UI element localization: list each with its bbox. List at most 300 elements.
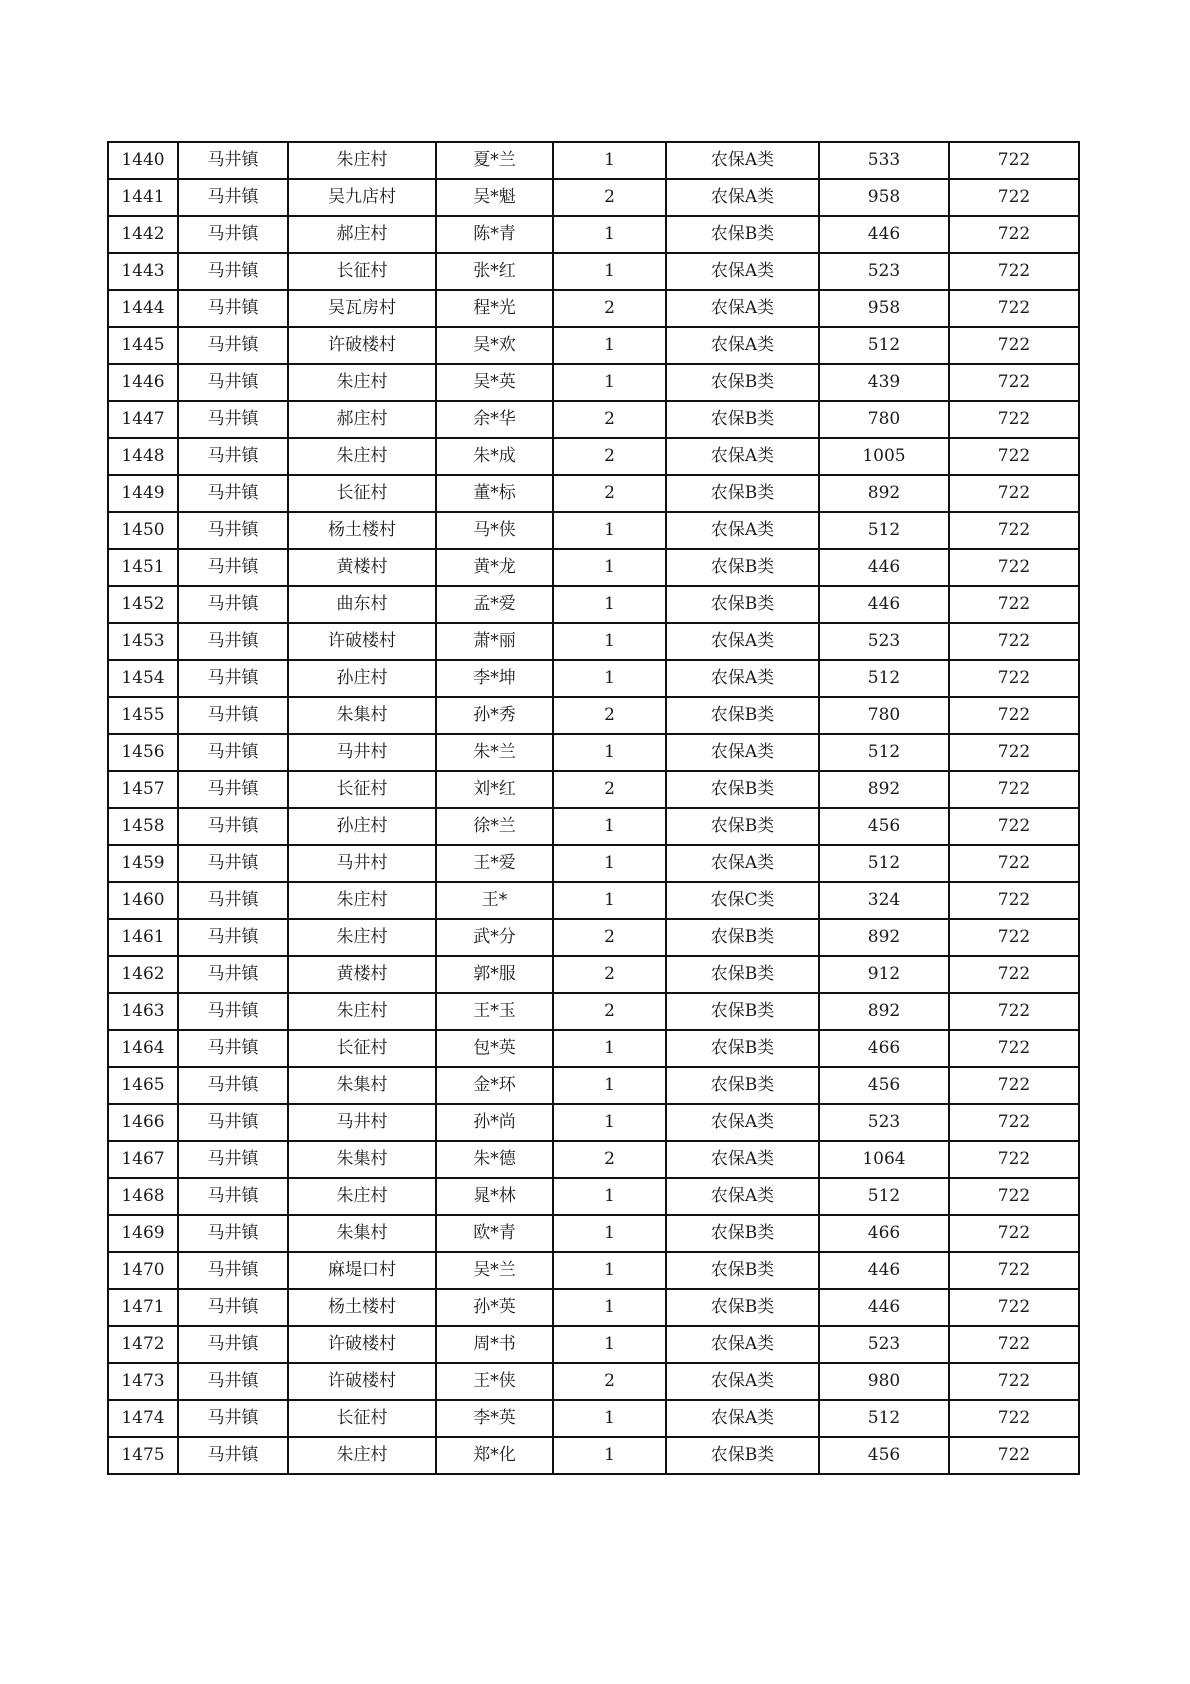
village-cell: 长征村 — [288, 253, 436, 290]
name-cell: 董*标 — [436, 475, 553, 512]
household-size-cell: 1 — [553, 845, 666, 882]
name-cell: 王*爱 — [436, 845, 553, 882]
village-cell: 吴瓦房村 — [288, 290, 436, 327]
amount-cell: 466 — [819, 1215, 949, 1252]
village-cell: 马井村 — [288, 845, 436, 882]
township-cell: 马井镇 — [178, 179, 288, 216]
table-row — [108, 216, 1079, 253]
serial-number-cell: 1470 — [108, 1252, 178, 1289]
name-cell: 吴*英 — [436, 364, 553, 401]
amount-cell: 446 — [819, 216, 949, 253]
serial-number-cell: 1458 — [108, 808, 178, 845]
amount-cell: 439 — [819, 364, 949, 401]
name-cell: 吴*魁 — [436, 179, 553, 216]
name-cell: 张*红 — [436, 253, 553, 290]
standard-cell: 722 — [949, 179, 1079, 216]
insurance-category-cell: 农保A类 — [666, 1141, 819, 1178]
standard-cell: 722 — [949, 290, 1079, 327]
household-size-cell: 1 — [553, 623, 666, 660]
serial-number-cell: 1459 — [108, 845, 178, 882]
table-row — [108, 993, 1079, 1030]
township-cell: 马井镇 — [178, 512, 288, 549]
serial-number-cell: 1440 — [108, 142, 178, 179]
table-row — [108, 660, 1079, 697]
table-row — [108, 1215, 1079, 1252]
table-row — [108, 1104, 1079, 1141]
insurance-category-cell: 农保B类 — [666, 1437, 819, 1474]
name-cell: 马*侠 — [436, 512, 553, 549]
insurance-category-cell: 农保A类 — [666, 438, 819, 475]
table-row — [108, 1141, 1079, 1178]
serial-number-cell: 1474 — [108, 1400, 178, 1437]
standard-cell: 722 — [949, 1030, 1079, 1067]
household-size-cell: 2 — [553, 1141, 666, 1178]
serial-number-cell: 1450 — [108, 512, 178, 549]
name-cell: 王*侠 — [436, 1363, 553, 1400]
standard-cell: 722 — [949, 1437, 1079, 1474]
name-cell: 徐*兰 — [436, 808, 553, 845]
standard-cell: 722 — [949, 845, 1079, 882]
household-size-cell: 1 — [553, 660, 666, 697]
serial-number-cell: 1448 — [108, 438, 178, 475]
table-row — [108, 1326, 1079, 1363]
amount-cell: 533 — [819, 142, 949, 179]
household-size-cell: 2 — [553, 771, 666, 808]
table-row — [108, 401, 1079, 438]
insurance-category-cell: 农保A类 — [666, 179, 819, 216]
amount-cell: 892 — [819, 993, 949, 1030]
village-cell: 吴九店村 — [288, 179, 436, 216]
village-cell: 长征村 — [288, 771, 436, 808]
insurance-category-cell: 农保A类 — [666, 1104, 819, 1141]
table-row — [108, 438, 1079, 475]
serial-number-cell: 1460 — [108, 882, 178, 919]
amount-cell: 512 — [819, 1400, 949, 1437]
township-cell: 马井镇 — [178, 142, 288, 179]
household-size-cell: 1 — [553, 1030, 666, 1067]
name-cell: 黄*龙 — [436, 549, 553, 586]
household-size-cell: 1 — [553, 1067, 666, 1104]
household-size-cell: 1 — [553, 1400, 666, 1437]
household-size-cell: 1 — [553, 1289, 666, 1326]
serial-number-cell: 1447 — [108, 401, 178, 438]
table-row — [108, 1437, 1079, 1474]
amount-cell: 980 — [819, 1363, 949, 1400]
name-cell: 王* — [436, 882, 553, 919]
township-cell: 马井镇 — [178, 1030, 288, 1067]
standard-cell: 722 — [949, 253, 1079, 290]
village-cell: 朱庄村 — [288, 882, 436, 919]
standard-cell: 722 — [949, 771, 1079, 808]
standard-cell: 722 — [949, 1178, 1079, 1215]
name-cell: 余*华 — [436, 401, 553, 438]
table-row — [108, 697, 1079, 734]
beneficiary-table — [107, 141, 1080, 1475]
household-size-cell: 1 — [553, 216, 666, 253]
serial-number-cell: 1454 — [108, 660, 178, 697]
insurance-category-cell: 农保A类 — [666, 1400, 819, 1437]
amount-cell: 446 — [819, 586, 949, 623]
village-cell: 黄楼村 — [288, 549, 436, 586]
serial-number-cell: 1464 — [108, 1030, 178, 1067]
serial-number-cell: 1446 — [108, 364, 178, 401]
township-cell: 马井镇 — [178, 1326, 288, 1363]
standard-cell: 722 — [949, 549, 1079, 586]
insurance-category-cell: 农保A类 — [666, 845, 819, 882]
amount-cell: 446 — [819, 549, 949, 586]
village-cell: 朱庄村 — [288, 1178, 436, 1215]
amount-cell: 780 — [819, 401, 949, 438]
table-row — [108, 290, 1079, 327]
township-cell: 马井镇 — [178, 771, 288, 808]
table-row — [108, 1067, 1079, 1104]
table-row — [108, 1289, 1079, 1326]
household-size-cell: 2 — [553, 919, 666, 956]
standard-cell: 722 — [949, 1252, 1079, 1289]
serial-number-cell: 1445 — [108, 327, 178, 364]
township-cell: 马井镇 — [178, 327, 288, 364]
household-size-cell: 1 — [553, 253, 666, 290]
table-row — [108, 734, 1079, 771]
township-cell: 马井镇 — [178, 882, 288, 919]
standard-cell: 722 — [949, 327, 1079, 364]
village-cell: 郝庄村 — [288, 401, 436, 438]
household-size-cell: 1 — [553, 142, 666, 179]
insurance-category-cell: 农保B类 — [666, 956, 819, 993]
amount-cell: 512 — [819, 512, 949, 549]
standard-cell: 722 — [949, 808, 1079, 845]
table-row — [108, 586, 1079, 623]
name-cell: 刘*红 — [436, 771, 553, 808]
standard-cell: 722 — [949, 623, 1079, 660]
insurance-category-cell: 农保B类 — [666, 697, 819, 734]
amount-cell: 466 — [819, 1030, 949, 1067]
table-row — [108, 1178, 1079, 1215]
amount-cell: 512 — [819, 845, 949, 882]
amount-cell: 780 — [819, 697, 949, 734]
table-row — [108, 882, 1079, 919]
township-cell: 马井镇 — [178, 1215, 288, 1252]
name-cell: 郑*化 — [436, 1437, 553, 1474]
table-row — [108, 845, 1079, 882]
table-row — [108, 253, 1079, 290]
name-cell: 吴*欢 — [436, 327, 553, 364]
household-size-cell: 1 — [553, 1326, 666, 1363]
household-size-cell: 1 — [553, 808, 666, 845]
insurance-category-cell: 农保A类 — [666, 1326, 819, 1363]
household-size-cell: 2 — [553, 179, 666, 216]
serial-number-cell: 1449 — [108, 475, 178, 512]
amount-cell: 456 — [819, 1067, 949, 1104]
table-row — [108, 956, 1079, 993]
village-cell: 孙庄村 — [288, 660, 436, 697]
household-size-cell: 2 — [553, 993, 666, 1030]
table-row — [108, 142, 1079, 179]
table-row — [108, 771, 1079, 808]
village-cell: 许破楼村 — [288, 623, 436, 660]
township-cell: 马井镇 — [178, 290, 288, 327]
serial-number-cell: 1465 — [108, 1067, 178, 1104]
table-row — [108, 919, 1079, 956]
standard-cell: 722 — [949, 475, 1079, 512]
name-cell: 李*英 — [436, 1400, 553, 1437]
amount-cell: 912 — [819, 956, 949, 993]
township-cell: 马井镇 — [178, 401, 288, 438]
standard-cell: 722 — [949, 1067, 1079, 1104]
amount-cell: 892 — [819, 919, 949, 956]
standard-cell: 722 — [949, 660, 1079, 697]
insurance-category-cell: 农保A类 — [666, 327, 819, 364]
household-size-cell: 2 — [553, 290, 666, 327]
household-size-cell: 2 — [553, 475, 666, 512]
township-cell: 马井镇 — [178, 1178, 288, 1215]
name-cell: 朱*成 — [436, 438, 553, 475]
insurance-category-cell: 农保B类 — [666, 401, 819, 438]
township-cell: 马井镇 — [178, 364, 288, 401]
insurance-category-cell: 农保B类 — [666, 993, 819, 1030]
standard-cell: 722 — [949, 216, 1079, 253]
insurance-category-cell: 农保B类 — [666, 549, 819, 586]
insurance-category-cell: 农保A类 — [666, 290, 819, 327]
insurance-category-cell: 农保A类 — [666, 623, 819, 660]
village-cell: 曲东村 — [288, 586, 436, 623]
amount-cell: 892 — [819, 475, 949, 512]
amount-cell: 456 — [819, 808, 949, 845]
serial-number-cell: 1451 — [108, 549, 178, 586]
serial-number-cell: 1453 — [108, 623, 178, 660]
name-cell: 包*英 — [436, 1030, 553, 1067]
standard-cell: 722 — [949, 142, 1079, 179]
township-cell: 马井镇 — [178, 216, 288, 253]
insurance-category-cell: 农保A类 — [666, 1178, 819, 1215]
township-cell: 马井镇 — [178, 697, 288, 734]
table-row — [108, 1030, 1079, 1067]
table-row — [108, 512, 1079, 549]
household-size-cell: 2 — [553, 697, 666, 734]
amount-cell: 456 — [819, 1437, 949, 1474]
insurance-category-cell: 农保B类 — [666, 919, 819, 956]
name-cell: 孟*爱 — [436, 586, 553, 623]
table-row — [108, 364, 1079, 401]
serial-number-cell: 1473 — [108, 1363, 178, 1400]
table-row — [108, 808, 1079, 845]
amount-cell: 324 — [819, 882, 949, 919]
township-cell: 马井镇 — [178, 438, 288, 475]
serial-number-cell: 1443 — [108, 253, 178, 290]
standard-cell: 722 — [949, 438, 1079, 475]
amount-cell: 512 — [819, 327, 949, 364]
village-cell: 郝庄村 — [288, 216, 436, 253]
village-cell: 长征村 — [288, 1400, 436, 1437]
name-cell: 孙*英 — [436, 1289, 553, 1326]
name-cell: 程*光 — [436, 290, 553, 327]
name-cell: 郭*服 — [436, 956, 553, 993]
standard-cell: 722 — [949, 882, 1079, 919]
standard-cell: 722 — [949, 1326, 1079, 1363]
insurance-category-cell: 农保B类 — [666, 1215, 819, 1252]
village-cell: 黄楼村 — [288, 956, 436, 993]
name-cell: 夏*兰 — [436, 142, 553, 179]
serial-number-cell: 1441 — [108, 179, 178, 216]
township-cell: 马井镇 — [178, 1437, 288, 1474]
serial-number-cell: 1469 — [108, 1215, 178, 1252]
amount-cell: 1064 — [819, 1141, 949, 1178]
insurance-category-cell: 农保B类 — [666, 586, 819, 623]
name-cell: 陈*青 — [436, 216, 553, 253]
amount-cell: 1005 — [819, 438, 949, 475]
serial-number-cell: 1467 — [108, 1141, 178, 1178]
village-cell: 杨土楼村 — [288, 512, 436, 549]
standard-cell: 722 — [949, 956, 1079, 993]
serial-number-cell: 1466 — [108, 1104, 178, 1141]
amount-cell: 892 — [819, 771, 949, 808]
household-size-cell: 2 — [553, 438, 666, 475]
serial-number-cell: 1463 — [108, 993, 178, 1030]
standard-cell: 722 — [949, 1104, 1079, 1141]
household-size-cell: 1 — [553, 586, 666, 623]
name-cell: 晁*林 — [436, 1178, 553, 1215]
village-cell: 朱庄村 — [288, 1437, 436, 1474]
township-cell: 马井镇 — [178, 1400, 288, 1437]
household-size-cell: 1 — [553, 1215, 666, 1252]
village-cell: 朱集村 — [288, 1215, 436, 1252]
insurance-category-cell: 农保B类 — [666, 1289, 819, 1326]
standard-cell: 722 — [949, 919, 1079, 956]
serial-number-cell: 1457 — [108, 771, 178, 808]
insurance-category-cell: 农保B类 — [666, 475, 819, 512]
name-cell: 萧*丽 — [436, 623, 553, 660]
village-cell: 朱庄村 — [288, 919, 436, 956]
household-size-cell: 2 — [553, 401, 666, 438]
household-size-cell: 1 — [553, 1104, 666, 1141]
insurance-category-cell: 农保B类 — [666, 808, 819, 845]
standard-cell: 722 — [949, 697, 1079, 734]
name-cell: 孙*秀 — [436, 697, 553, 734]
name-cell: 孙*尚 — [436, 1104, 553, 1141]
village-cell: 马井村 — [288, 1104, 436, 1141]
village-cell: 朱庄村 — [288, 142, 436, 179]
village-cell: 马井村 — [288, 734, 436, 771]
village-cell: 朱庄村 — [288, 438, 436, 475]
amount-cell: 958 — [819, 179, 949, 216]
township-cell: 马井镇 — [178, 993, 288, 1030]
table-body — [108, 142, 1079, 1474]
amount-cell: 958 — [819, 290, 949, 327]
village-cell: 许破楼村 — [288, 1363, 436, 1400]
standard-cell: 722 — [949, 512, 1079, 549]
serial-number-cell: 1461 — [108, 919, 178, 956]
standard-cell: 722 — [949, 993, 1079, 1030]
village-cell: 长征村 — [288, 475, 436, 512]
household-size-cell: 1 — [553, 882, 666, 919]
serial-number-cell: 1452 — [108, 586, 178, 623]
insurance-category-cell: 农保B类 — [666, 1067, 819, 1104]
insurance-category-cell: 农保B类 — [666, 216, 819, 253]
insurance-category-cell: 农保A类 — [666, 660, 819, 697]
name-cell: 朱*德 — [436, 1141, 553, 1178]
table-row — [108, 1363, 1079, 1400]
household-size-cell: 1 — [553, 549, 666, 586]
village-cell: 许破楼村 — [288, 1326, 436, 1363]
standard-cell: 722 — [949, 734, 1079, 771]
township-cell: 马井镇 — [178, 808, 288, 845]
standard-cell: 722 — [949, 1215, 1079, 1252]
township-cell: 马井镇 — [178, 253, 288, 290]
name-cell: 吴*兰 — [436, 1252, 553, 1289]
township-cell: 马井镇 — [178, 1104, 288, 1141]
amount-cell: 523 — [819, 253, 949, 290]
table-row — [108, 623, 1079, 660]
amount-cell: 523 — [819, 1104, 949, 1141]
table-row — [108, 179, 1079, 216]
name-cell: 周*书 — [436, 1326, 553, 1363]
household-size-cell: 2 — [553, 1363, 666, 1400]
serial-number-cell: 1462 — [108, 956, 178, 993]
standard-cell: 722 — [949, 1363, 1079, 1400]
village-cell: 许破楼村 — [288, 327, 436, 364]
table-row — [108, 549, 1079, 586]
village-cell: 朱庄村 — [288, 364, 436, 401]
standard-cell: 722 — [949, 1400, 1079, 1437]
household-size-cell: 1 — [553, 364, 666, 401]
standard-cell: 722 — [949, 1289, 1079, 1326]
township-cell: 马井镇 — [178, 1067, 288, 1104]
township-cell: 马井镇 — [178, 475, 288, 512]
insurance-category-cell: 农保A类 — [666, 734, 819, 771]
township-cell: 马井镇 — [178, 845, 288, 882]
amount-cell: 446 — [819, 1289, 949, 1326]
table-row — [108, 475, 1079, 512]
household-size-cell: 2 — [553, 956, 666, 993]
township-cell: 马井镇 — [178, 586, 288, 623]
amount-cell: 512 — [819, 1178, 949, 1215]
township-cell: 马井镇 — [178, 1252, 288, 1289]
amount-cell: 446 — [819, 1252, 949, 1289]
name-cell: 王*玉 — [436, 993, 553, 1030]
amount-cell: 512 — [819, 660, 949, 697]
village-cell: 孙庄村 — [288, 808, 436, 845]
serial-number-cell: 1444 — [108, 290, 178, 327]
insurance-category-cell: 农保B类 — [666, 364, 819, 401]
township-cell: 马井镇 — [178, 919, 288, 956]
standard-cell: 722 — [949, 364, 1079, 401]
name-cell: 朱*兰 — [436, 734, 553, 771]
township-cell: 马井镇 — [178, 660, 288, 697]
township-cell: 马井镇 — [178, 734, 288, 771]
table-row — [108, 1400, 1079, 1437]
insurance-category-cell: 农保B类 — [666, 771, 819, 808]
village-cell: 朱庄村 — [288, 993, 436, 1030]
township-cell: 马井镇 — [178, 1289, 288, 1326]
name-cell: 欧*青 — [436, 1215, 553, 1252]
table-row — [108, 327, 1079, 364]
insurance-category-cell: 农保A类 — [666, 253, 819, 290]
standard-cell: 722 — [949, 401, 1079, 438]
name-cell: 金*环 — [436, 1067, 553, 1104]
serial-number-cell: 1456 — [108, 734, 178, 771]
serial-number-cell: 1468 — [108, 1178, 178, 1215]
township-cell: 马井镇 — [178, 1141, 288, 1178]
insurance-category-cell: 农保B类 — [666, 1030, 819, 1067]
township-cell: 马井镇 — [178, 1363, 288, 1400]
household-size-cell: 1 — [553, 327, 666, 364]
village-cell: 麻堤口村 — [288, 1252, 436, 1289]
village-cell: 长征村 — [288, 1030, 436, 1067]
insurance-category-cell: 农保A类 — [666, 1363, 819, 1400]
insurance-category-cell: 农保A类 — [666, 512, 819, 549]
name-cell: 李*坤 — [436, 660, 553, 697]
amount-cell: 512 — [819, 734, 949, 771]
